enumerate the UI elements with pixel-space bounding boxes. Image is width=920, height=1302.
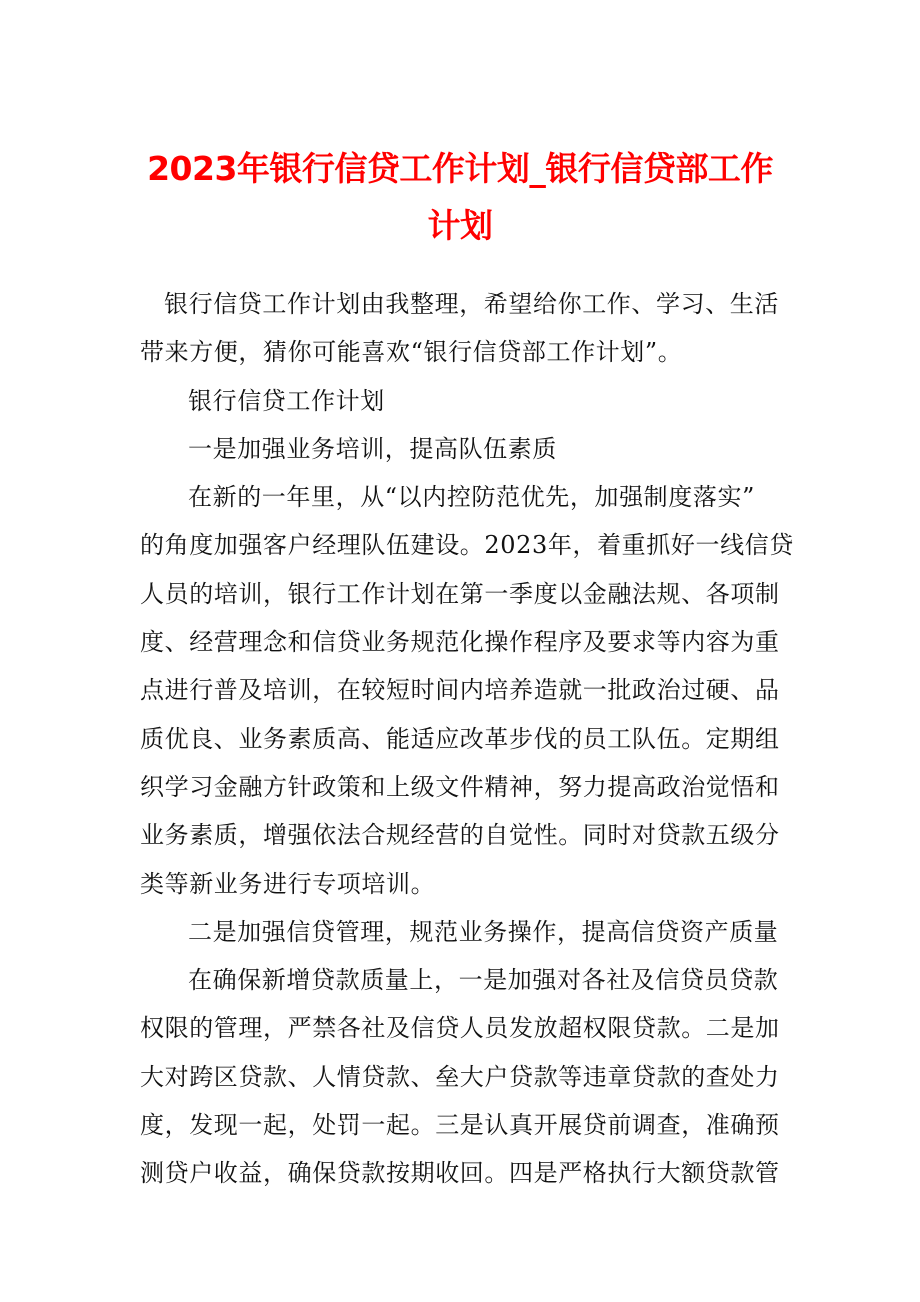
- paragraph-line: 业务素质，增强依法合规经营的自觉性。同时对贷款五级分: [140, 821, 780, 850]
- subheading-2: 二是加强信贷管理，规范业务操作，提高信贷资产质量: [188, 917, 779, 946]
- title-line-1: 2023年银行信贷工作计划_银行信贷部工作: [147, 149, 773, 188]
- paragraph-line: 度、经营理念和信贷业务规范化操作程序及要求等内容为重: [140, 628, 780, 657]
- paragraph-line: 人员的培训，银行工作计划在第一季度以金融法规、各项制: [140, 579, 780, 608]
- intro-line-1: 银行信贷工作计划由我整理，希望给你工作、学习、生活: [164, 290, 779, 318]
- paragraph-line: 的角度加强客户经理队伍建设。2023年，着重抓好一线信贷: [140, 531, 794, 560]
- document-title: [100, 140, 820, 254]
- paragraph-line: 在新的一年里，从“以内控防范优先，加强制度落实”: [188, 483, 755, 512]
- paragraph-line: 在确保新增贷款质量上，一是加强对各社及信贷员贷款: [188, 966, 779, 995]
- paragraph-line: 类等新业务进行专项培训。: [140, 869, 436, 898]
- paragraph-line: 权限的管理，严禁各社及信贷人员发放超权限贷款。二是加: [140, 1014, 780, 1043]
- paragraph-line: 质优良、业务素质高、能适应改革步伐的员工队伍。定期组: [140, 724, 780, 753]
- paragraph-line: 测贷户收益，确保贷款按期收回。四是严格执行大额贷款管: [140, 1159, 780, 1188]
- paragraph-line: 织学习金融方针政策和上级文件精神，努力提高政治觉悟和: [140, 772, 780, 801]
- title-line-2: 计划: [427, 206, 493, 245]
- document-body: [140, 282, 794, 1200]
- intro-line-2: 带来方便，猜你可能喜欢“银行信贷部工作计划”。: [140, 338, 683, 367]
- paragraph-line: 点进行普及培训，在较短时间内培养造就一批政治过硬、品: [140, 676, 780, 705]
- paragraph-line: 度，发现一起，处罚一起。三是认真开展贷前调查，准确预: [140, 1111, 780, 1140]
- subheading-1: 一是加强业务培训，提高队伍素质: [188, 434, 557, 463]
- paragraph-line: 大对跨区贷款、人情贷款、垒大户贷款等违章贷款的查处力: [140, 1062, 780, 1091]
- section-heading: 银行信贷工作计划: [188, 386, 385, 415]
